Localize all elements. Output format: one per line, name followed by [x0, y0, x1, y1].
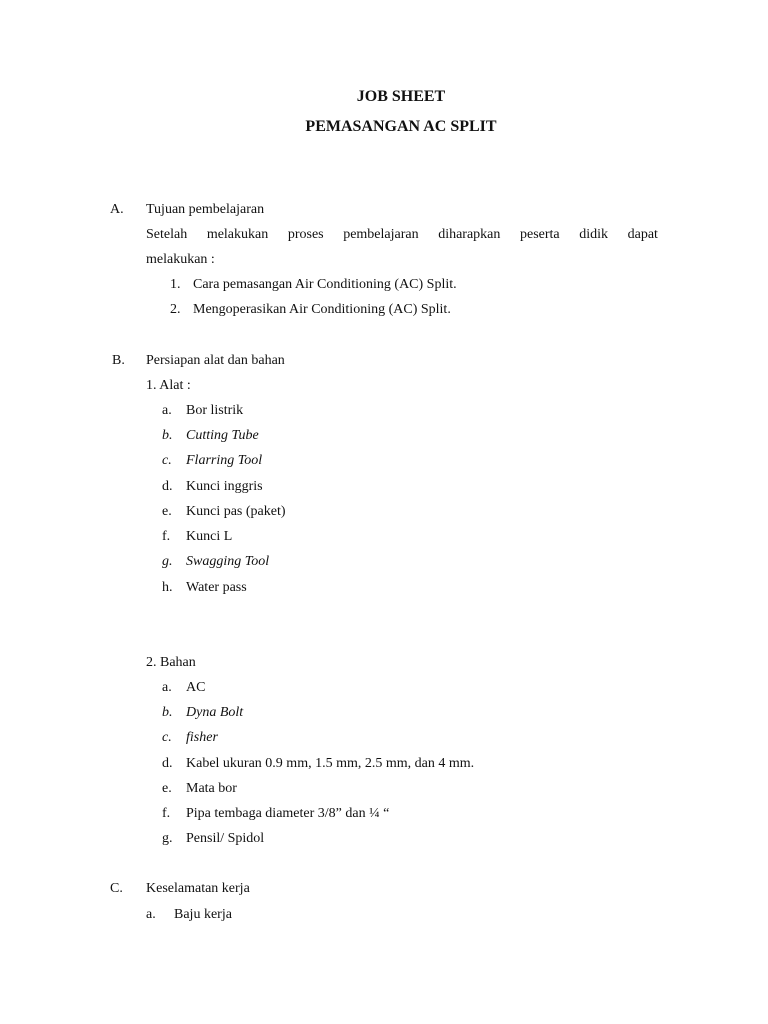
list-letter: f. [162, 529, 171, 544]
list-letter: a. [162, 403, 172, 418]
list-number: 1. [170, 277, 181, 292]
list-item: Kunci pas (paket) [186, 504, 286, 519]
list-item: Cara pemasangan Air Conditioning (AC) Split. [193, 277, 457, 292]
intro-word: didik [579, 227, 609, 242]
list-item: Dyna Bolt [186, 705, 244, 720]
list-letter: a. [162, 680, 172, 695]
list-letter: b. [162, 705, 173, 720]
section-c-heading: Keselamatan kerja [146, 881, 250, 896]
section-a-intro-line [146, 226, 658, 244]
list-item: Water pass [186, 580, 247, 595]
list-letter: g. [162, 554, 173, 569]
list-letter: h. [162, 580, 173, 595]
list-letter: f. [162, 806, 171, 821]
alat-label: 1. Alat : [146, 378, 191, 393]
intro-word: pembelajaran [343, 227, 419, 242]
list-item: Flarring Tool [186, 453, 263, 468]
list-item: Bor listrik [186, 403, 244, 418]
section-c-letter: C. [110, 881, 123, 896]
intro-word: Setelah [146, 227, 188, 242]
list-item: Pipa tembaga diameter 3/8” dan ¼ “ [186, 806, 390, 821]
list-letter: c. [162, 730, 172, 745]
intro-word: dapat [627, 227, 658, 242]
list-item: Kunci inggris [186, 479, 263, 494]
list-letter: d. [162, 479, 173, 494]
intro-word: peserta [520, 227, 560, 242]
list-item: AC [186, 680, 206, 695]
intro-word: proses [287, 227, 324, 242]
list-letter: a. [146, 907, 156, 922]
list-item: Mengoperasikan Air Conditioning (AC) Split. [193, 302, 451, 317]
document-subtitle: PEMASANGAN AC SPLIT [305, 118, 497, 135]
list-letter: d. [162, 756, 173, 771]
section-b-heading: Persiapan alat dan bahan [146, 353, 285, 368]
list-letter: c. [162, 453, 172, 468]
list-item: fisher [186, 730, 218, 745]
list-letter: b. [162, 428, 173, 443]
section-b-letter: B. [112, 353, 125, 368]
document-title: JOB SHEET [356, 88, 446, 105]
section-a-intro-end: melakukan : [146, 252, 215, 267]
list-letter: g. [162, 831, 173, 846]
list-item: Cutting Tube [186, 428, 259, 443]
intro-word: melakukan [206, 227, 269, 242]
list-number: 2. [170, 302, 181, 317]
list-item: Kunci L [186, 529, 233, 544]
list-letter: e. [162, 781, 172, 796]
section-a-letter: A. [110, 202, 124, 217]
section-a-heading: Tujuan pembelajaran [146, 202, 265, 217]
intro-word: diharapkan [438, 227, 501, 242]
list-item: Baju kerja [174, 907, 232, 922]
list-item: Kabel ukuran 0.9 mm, 1.5 mm, 2.5 mm, dan 4 mm. [186, 756, 475, 771]
list-item: Swagging Tool [186, 554, 270, 569]
list-item: Pensil/ Spidol [186, 831, 265, 846]
list-letter: e. [162, 504, 172, 519]
bahan-label: 2. Bahan [146, 655, 196, 670]
list-item: Mata bor [186, 781, 237, 796]
